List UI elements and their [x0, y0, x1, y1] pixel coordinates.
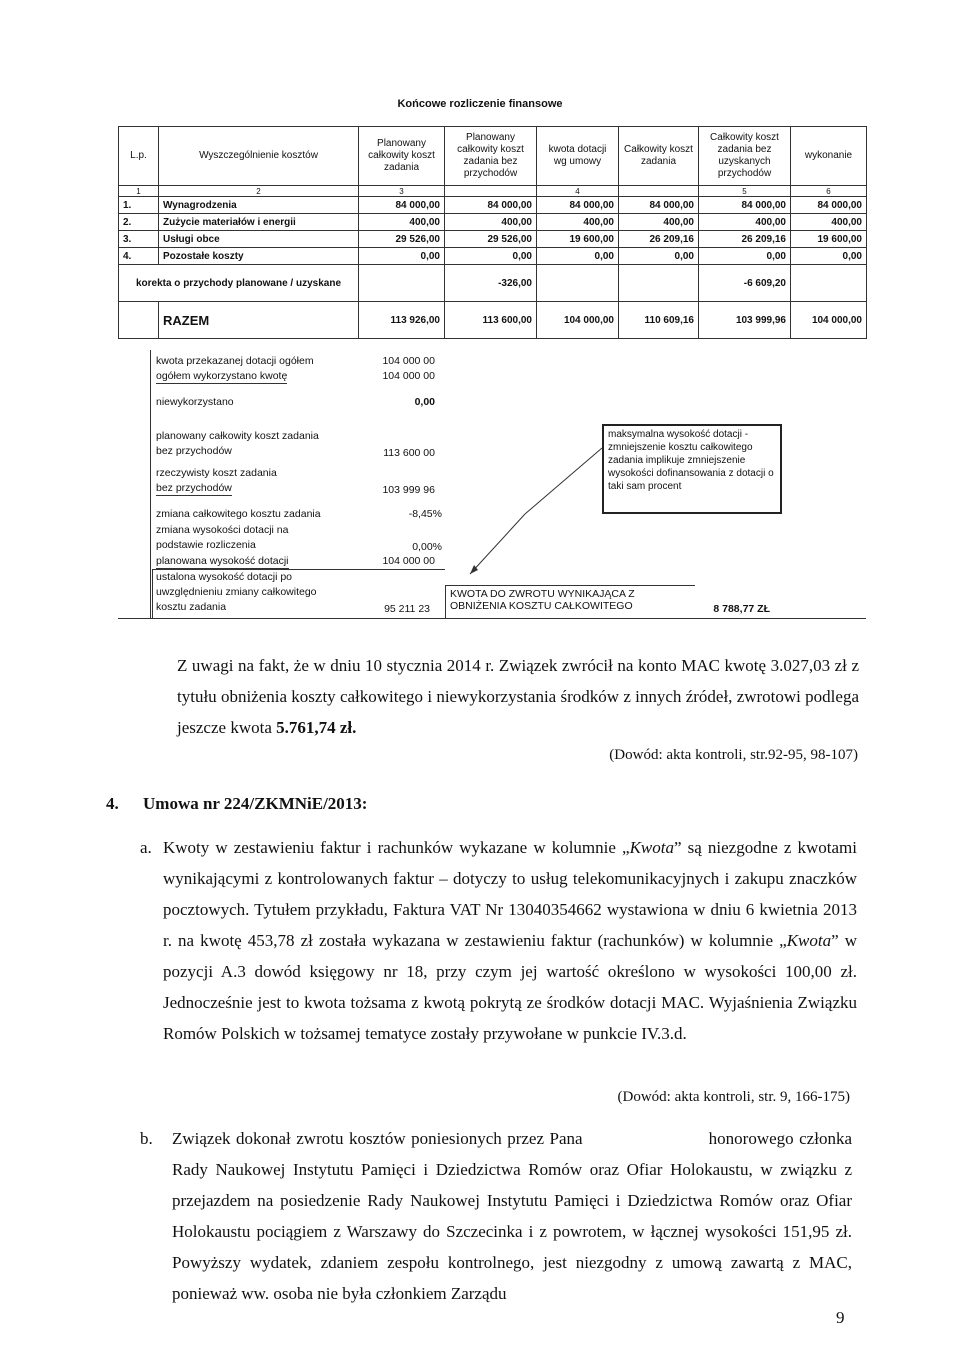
cell-value: 400,00: [699, 214, 791, 231]
section-number: 4.: [106, 794, 119, 813]
summary-value: -8,45%: [408, 508, 442, 520]
summary-label: ogółem wykorzystano kwotę: [156, 370, 288, 382]
summary-value: 104 000 00: [382, 370, 435, 382]
index-cell: 4: [537, 186, 619, 197]
cell-value: 29 526,00: [445, 231, 537, 248]
summary-value: 103 999 96: [382, 484, 435, 496]
cell-value: 400,00: [359, 214, 445, 231]
row-label: Wynagrodzenia: [159, 197, 359, 214]
summary-label: ustalona wysokość dotacji po: [156, 571, 292, 583]
row-number: 3.: [119, 231, 159, 248]
row-number: 4.: [119, 248, 159, 265]
cell-value: 19 600,00: [537, 231, 619, 248]
page-number: 9: [836, 1308, 845, 1327]
header-cell: Planowany całkowity koszt zadania bez przychodów: [445, 127, 537, 186]
evidence-note: (Dowód: akta kontroli, str.92-95, 98-107): [609, 747, 858, 763]
item-b-text: Związek dokonał zwrotu kosztów poniesionych przez Pana honorowego członka Rady Naukowej Instytutu Pamięci i Dziedzictwa Romów oraz Ofiar Holokaustu, w związku z przejazdem na posiedzenie Rady Naukowej Instytutu Pamięci i Dziedzictwa Romów oraz Ofiar Holokaustu pociągiem z Warszawy do Szczecinka i z powrotem, w łącznej wysokości 151,95 zł. Powyższy wydatek, zdaniem zespołu kontrolnego, jest niezgodny z umową zawartą z MAC, ponieważ ww. osoba nie była członkiem Zarządu: [172, 1129, 857, 1303]
item-label: b.: [140, 1129, 153, 1148]
summary-label: podstawie rozliczenia: [156, 539, 256, 551]
text-part: Kwoty w zestawieniu faktur i rachunków wykazane w kolumnie „: [163, 838, 630, 857]
cell-value: 84 000,00: [445, 197, 537, 214]
cell-value: 84 000,00: [619, 197, 699, 214]
max-grant-note: maksymalna wysokość dotacji - zmniejszenie kosztu całkowitego zadania implikuje zmniejszenie wysokości dofinansowania z dotacji o taki sam procent: [602, 424, 782, 514]
cell-value: 0,00: [537, 248, 619, 265]
header-cell: L.p.: [119, 127, 159, 186]
row-label: Pozostałe koszty: [159, 248, 359, 265]
evidence-note: (Dowód: akta kontroli, str. 9, 166-175): [617, 1089, 850, 1105]
cell-value: 84 000,00: [359, 197, 445, 214]
italic-text: Kwota: [786, 931, 832, 950]
correction-actual: -6 609,20: [699, 265, 791, 302]
row-label: Zużycie materiałów i energii: [159, 214, 359, 231]
section-title: Umowa nr 224/ZKMNiE/2013:: [143, 794, 368, 813]
row-number: 2.: [119, 214, 159, 231]
summary-label: bez przychodów: [156, 482, 232, 494]
index-cell: 1: [119, 186, 159, 197]
cell-value: 84 000,00: [699, 197, 791, 214]
header-cell: Wyszczególnienie kosztów: [159, 127, 359, 186]
cell-value: 84 000,00: [537, 197, 619, 214]
correction-planned: -326,00: [445, 265, 537, 302]
cell-value: 400,00: [619, 214, 699, 231]
header-cell: kwota dotacji wg umowy: [537, 127, 619, 186]
index-cell: 5: [699, 186, 791, 197]
item-label: a.: [140, 838, 152, 857]
index-cell: 3: [359, 186, 445, 197]
header-cell: wykonanie: [791, 127, 867, 186]
cell-value: 0,00: [619, 248, 699, 265]
header-cell: Całkowity koszt zadania: [619, 127, 699, 186]
item-a-text: [163, 832, 857, 1049]
summary-label: uwzględnieniu zmiany całkowitego: [156, 586, 317, 598]
correction-label: korekta o przychody planowane / uzyskane: [119, 265, 359, 302]
cell-value: 0,00: [359, 248, 445, 265]
summary-value: 113 600 00: [383, 447, 435, 459]
summary-label: niewykorzystano: [156, 396, 234, 408]
summary-value: 0,00: [414, 396, 435, 408]
header-cell: Całkowity koszt zadania bez uzyskanych przychodów: [699, 127, 791, 186]
return-label-1: KWOTA DO ZWROTU WYNIKAJĄCA Z: [450, 588, 635, 600]
cell-value: 400,00: [537, 214, 619, 231]
page-title: Końcowe rozliczenie finansowe: [397, 98, 563, 110]
cell-value: 84 000,00: [791, 197, 867, 214]
return-box: [445, 585, 695, 618]
divider: [118, 618, 866, 619]
cell-value: 26 209,16: [699, 231, 791, 248]
row-number: 1.: [119, 197, 159, 214]
cell-value: 400,00: [445, 214, 537, 231]
index-cell: 6: [791, 186, 867, 197]
italic-text: Kwota: [629, 838, 674, 857]
summary-label: kosztu zadania: [156, 601, 227, 613]
summary-label: kwota przekazanej dotacji ogółem: [156, 355, 314, 367]
summary-value: 95 211 23: [384, 603, 430, 615]
row-label: Usługi obce: [159, 231, 359, 248]
total-value: 104 000,00: [537, 302, 619, 339]
summary-value: 104 000 00: [382, 355, 435, 367]
paragraph-text: Z uwagi na fakt, że w dniu 10 stycznia 2014 r. Związek zwrócił na konto MAC kwotę 3.027,03 zł z tytułu obniżenia koszty całkowitego i niewykorzystania środków z innych źródeł, zwrotowi podlega jeszcze kwota: [177, 656, 859, 737]
paragraph-return-info: [177, 650, 859, 743]
cell-value: 0,00: [445, 248, 537, 265]
total-value: 110 609,16: [619, 302, 699, 339]
summary-label: bez przychodów: [156, 445, 232, 457]
return-label-2: OBNIŻENIA KOSZTU CAŁKOWITEGO: [450, 600, 633, 612]
summary-label: planowana wysokość dotacji: [156, 555, 289, 567]
cell-value: 0,00: [791, 248, 867, 265]
text-part: ” w pozycji A.3 dowód księgowy nr 18, przy czym jej wartość określono w wysokości 100,00 zł. Jednocześnie jest to kwota tożsama z kwotą pokrytą ze środków dotacji MAC. Wyjaśnienia Związku Romów Polskich w tożsamej tematyce zostały przywołane w punkcie IV.3.d.: [163, 931, 857, 1043]
cell-value: 400,00: [791, 214, 867, 231]
summary-value: 0,00%: [412, 541, 442, 553]
summary-label: zmiana całkowitego kosztu zadania: [156, 508, 321, 520]
cell-value: 19 600,00: [791, 231, 867, 248]
text-part: ” są niezgodne z kwotami wynikającymi z kontrolowanych faktur – dotyczy to usług telekomunikacyjnych i zakupu znaczków pocztowych. Tytułem przykładu, Faktura VAT Nr 13040354662 wystawiona w dniu 6 kwietnia 2013 r. na kwotę 453,78 zł została wykazana w zestawieniu faktur (rachunków) w kolumnie „: [163, 838, 858, 950]
cell-value: 0,00: [699, 248, 791, 265]
summary-label: zmiana wysokości dotacji na: [156, 524, 289, 536]
total-value: 104 000,00: [791, 302, 867, 339]
amount-bold: 5.761,74 zł.: [276, 718, 357, 737]
return-value: 8 788,77 ZŁ: [713, 603, 770, 615]
cell-value: 29 526,00: [359, 231, 445, 248]
total-value: 113 600,00: [445, 302, 537, 339]
summary-label: rzeczywisty koszt zadania: [156, 467, 277, 479]
total-value: 103 999,96: [699, 302, 791, 339]
total-label: RAZEM: [159, 302, 359, 339]
total-value: 113 926,00: [359, 302, 445, 339]
cell-value: 26 209,16: [619, 231, 699, 248]
index-cell: 2: [159, 186, 359, 197]
header-cell: Planowany całkowity koszt zadania: [359, 127, 445, 186]
summary-label: planowany całkowity koszt zadania: [156, 430, 319, 442]
summary-value: 104 000 00: [382, 555, 435, 567]
